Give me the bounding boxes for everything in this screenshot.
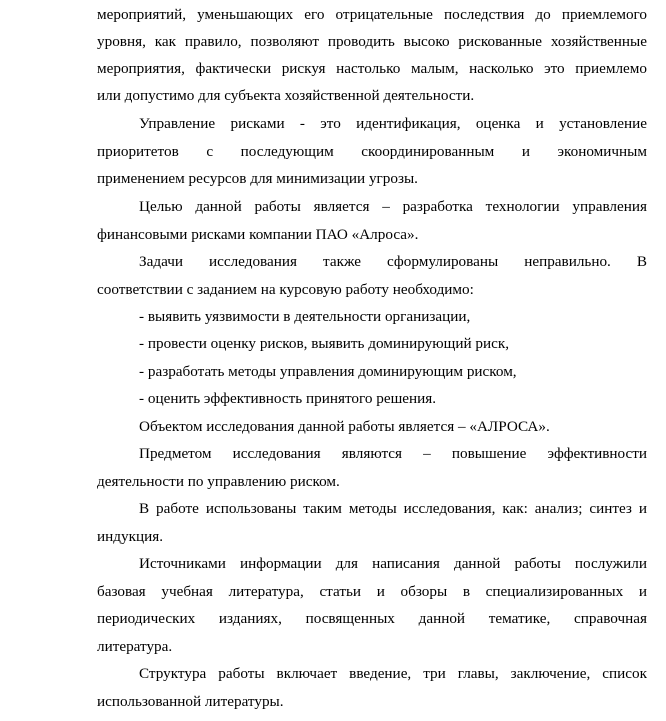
text-line: индукция.	[97, 528, 163, 545]
text-line: Структура работы включает введение, три главы, заключение, список	[139, 665, 647, 682]
text-line: Объектом исследования данной работы является – «АЛРОСА».	[139, 418, 550, 435]
list-item: - провести оценку рисков, выявить доминирующий риск,	[139, 335, 510, 352]
text-line: Предметом исследования являются – повышение эффективности	[139, 445, 647, 462]
text-line: периодических изданиях, посвященных данной тематике, справочная	[97, 610, 647, 627]
text-line: деятельности по управлению риском.	[97, 473, 340, 490]
text-line: базовая учебная литература, статьи и обзоры в специализированных и	[97, 583, 647, 600]
text-line: использованной литературы.	[97, 693, 284, 710]
text-line: В работе использованы таким методы исследования, как: анализ; синтез и	[139, 500, 647, 517]
list-item: - выявить уязвимости в деятельности организации,	[139, 308, 471, 325]
list-item: - разработать методы управления доминирующим риском,	[139, 363, 517, 380]
text-line: Управление рисками - это идентификация, оценка и установление	[139, 115, 647, 132]
text-line: или допустимо для субъекта хозяйственной деятельности.	[97, 87, 475, 104]
text-line: Задачи исследования также сформулированы неправильно. В	[139, 253, 647, 270]
text-line: Целью данной работы является – разработка технологии управления	[139, 198, 647, 215]
list-item: - оценить эффективность принятого решения.	[139, 390, 437, 407]
text-line: Источниками информации для написания данной работы послужили	[139, 555, 647, 572]
text-line: применением ресурсов для минимизации угрозы.	[97, 170, 418, 187]
text-line: мероприятия, фактически рискуя настолько малым, насколько это приемлемо	[97, 60, 647, 77]
text-line: уровня, как правило, позволяют проводить высоко рискованные хозяйственные	[97, 33, 647, 50]
text-line: литература.	[97, 638, 173, 655]
text-line: приоритетов с последующим скоординированным и экономичным	[97, 143, 647, 160]
text-line: мероприятий, уменьшающих его отрицательные последствия до приемлемого	[97, 6, 647, 23]
text-line: финансовыми рисками компании ПАО «Алроса».	[97, 226, 419, 243]
text-line: соответствии с заданием на курсовую работу необходимо:	[97, 281, 474, 298]
